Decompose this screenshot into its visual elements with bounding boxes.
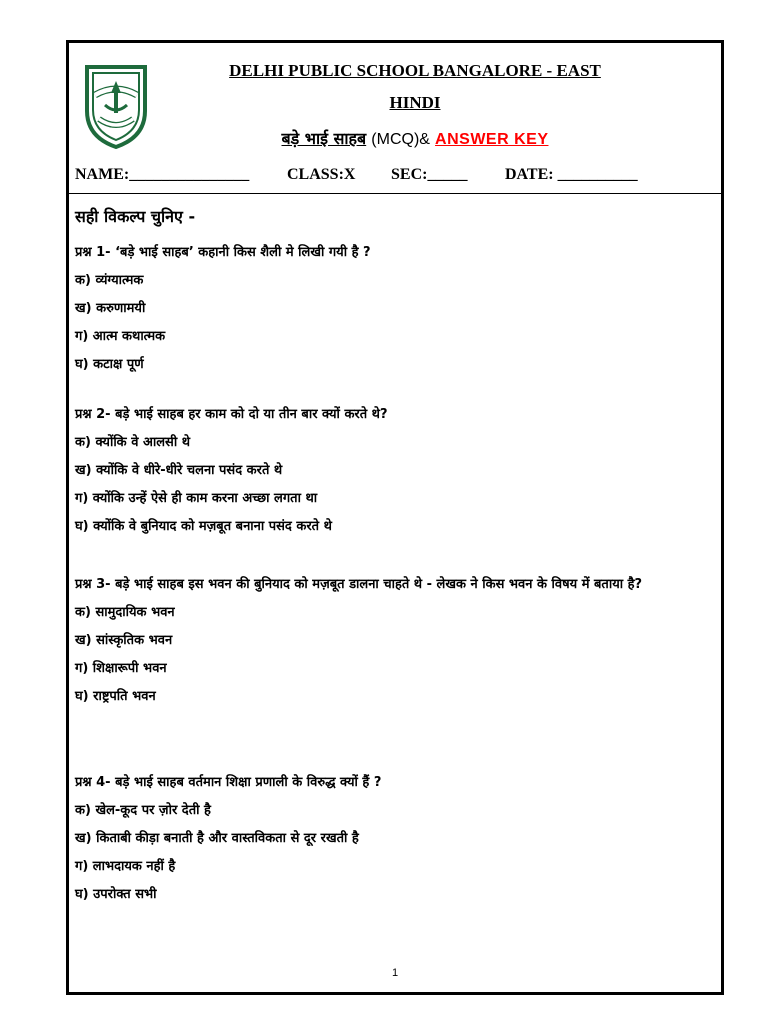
option-d: घ) कटाक्ष पूर्ण	[75, 357, 144, 372]
option-c: ग) आत्म कथात्मक	[75, 329, 166, 344]
section-field: SEC:_____	[391, 166, 468, 183]
answer-key-label: ANSWER KEY	[435, 131, 549, 148]
question-block	[75, 239, 719, 379]
worksheet-header	[69, 43, 721, 194]
question-block	[75, 571, 719, 711]
question-text: प्रश्न 3- बड़े भाई साहब इस भवन की बुनियाद को मज़बूत डालना चाहते थे - लेखक ने किस भवन के विषय में बताया है?	[75, 577, 643, 592]
page-number: 1	[391, 967, 399, 979]
title-mcq: (MCQ)&	[371, 131, 430, 148]
option-b: ख) सांस्कृतिक भवन	[75, 633, 173, 648]
option-a: क) खेल-कूद पर ज़ोर देती है	[75, 803, 211, 818]
name-field: NAME:_______________	[75, 166, 250, 183]
question-text: प्रश्न 4- बड़े भाई साहब वर्तमान शिक्षा प्रणाली के विरुद्ध क्यों हैं ?	[75, 775, 382, 790]
option-c: ग) शिक्षारूपी भवन	[75, 661, 167, 676]
title-hindi: बड़े भाई साहब	[281, 129, 367, 148]
option-c: ग) लाभदायक नहीं है	[75, 859, 176, 874]
option-d: घ) राष्ट्रपति भवन	[75, 689, 156, 704]
school-name: DELHI PUBLIC SCHOOL BANGALORE - EAST	[229, 61, 601, 80]
question-text: प्रश्न 1- ‘बड़े भाई साहब’ कहानी किस शैली मे लिखी गयी है ?	[75, 245, 371, 260]
option-b: ख) करुणामयी	[75, 301, 146, 316]
instruction-heading: सही विकल्प चुनिए -	[75, 207, 196, 226]
date-field: DATE: __________	[505, 166, 638, 183]
class-field: CLASS:X	[287, 166, 356, 183]
option-a: क) सामुदायिक भवन	[75, 605, 175, 620]
question-block	[75, 401, 719, 541]
option-b: ख) किताबी कीड़ा बनाती है और वास्तविकता से दूर रखती है	[75, 831, 359, 846]
option-d: घ) उपरोक्त सभी	[75, 887, 157, 902]
worksheet-frame	[66, 40, 724, 995]
question-block	[75, 769, 719, 909]
option-c: ग) क्योंकि उन्हें ऐसे ही काम करना अच्छा लगता था	[75, 491, 318, 506]
worksheet-title	[69, 127, 721, 149]
option-a: क) व्यंग्यात्मक	[75, 273, 144, 288]
option-d: घ) क्योंकि वे बुनियाद को मज़बूत बनाना पसंद करते थे	[75, 519, 332, 534]
subject-title: HINDI	[389, 93, 441, 112]
option-a: क) क्योंकि वे आलसी थे	[75, 435, 191, 450]
option-b: ख) क्योंकि वे धीरे-धीरे चलना पसंद करते थे	[75, 463, 283, 478]
question-text: प्रश्न 2- बड़े भाई साहब हर काम को दो या तीन बार क्यों करते थे?	[75, 407, 388, 422]
